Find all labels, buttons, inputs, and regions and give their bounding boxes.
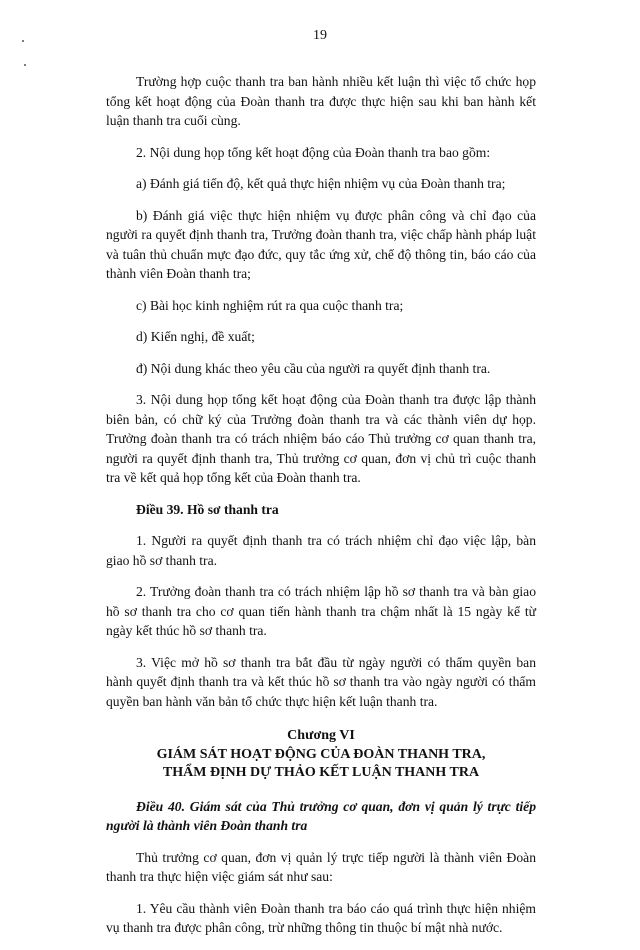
list-item: c) Bài học kinh nghiệm rút ra qua cuộc thanh tra; [136, 297, 404, 313]
article-heading: Điều 39. Hồ sơ thanh tra [136, 501, 279, 517]
paragraph: 1. Yêu cầu thành viên Đoàn thanh tra báo cáo quá trình thực hiện nhiệm vụ thanh tra được phân công, trừ những thông tin thuộc bí mật nhà nước. [106, 900, 536, 935]
paragraph: 1. Người ra quyết định thanh tra có trách nhiệm chỉ đạo việc lập, bàn giao hồ sơ thanh tra. [106, 533, 536, 568]
paragraph: 3. Nội dung họp tổng kết hoạt động của Đoàn thanh tra được lập thành biên bản, có chữ ký của Trưởng đoàn thanh tra và các thành viên dự họp. Trưởng đoàn thanh tra có trách nhiệm báo cáo Thủ trưởng cơ quan thanh tra, người ra quyết định thanh tra, Thủ trưởng cơ quan, đơn vị chủ trì cuộc thanh tra về kết quả họp tổng kết của Đoàn thanh tra. [106, 392, 536, 485]
paragraph: 2. Trưởng đoàn thanh tra có trách nhiệm lập hồ sơ thanh tra và bàn giao hồ sơ thanh tra cho cơ quan tiến hành thanh tra chậm nhất là 15 ngày kể từ ngày kết thúc hồ sơ thanh tra. [106, 584, 536, 638]
scan-speck [22, 40, 24, 42]
list-item: d) Kiến nghị, đề xuất; [136, 329, 255, 344]
chapter-title-line: THẨM ĐỊNH DỰ THẢO KẾT LUẬN THANH TRA [162, 765, 480, 780]
paragraph: 2. Nội dung họp tổng kết hoạt động của Đoàn thanh tra bao gồm: [136, 144, 491, 160]
list-item: b) Đánh giá việc thực hiện nhiệm vụ được phân công và chỉ đạo của người ra quyết định thanh tra, Trưởng đoàn thanh tra, việc chấp hành pháp luật và tuân thủ chuẩn mực đạo đức, quy tắc ứng xử, chế độ thông tin, báo cáo của thành viên Đoàn thanh tra; [106, 207, 536, 281]
scan-speck [24, 64, 26, 66]
paragraph: Thủ trưởng cơ quan, đơn vị quản lý trực tiếp người là thành viên Đoàn thanh tra thực hiện việc giám sát như sau: [106, 849, 536, 884]
article-heading: Điều 40. Giám sát của Thủ trưởng cơ quan, đơn vị quản lý trực tiếp người là thành viên Đoàn thanh tra [106, 798, 536, 833]
page-number: 19 [313, 28, 327, 43]
paragraph: 3. Việc mở hồ sơ thanh tra bắt đầu từ ngày người có thẩm quyền ban hành quyết định thanh tra và kết thúc hồ sơ thanh tra vào ngày người có thẩm quyền ban hành văn bản tổ chức thực hiện kết luận thanh tra. [106, 654, 536, 709]
list-item: a) Đánh giá tiến độ, kết quả thực hiện nhiệm vụ của Đoàn thanh tra; [136, 176, 506, 191]
chapter-title-line: GIÁM SÁT HOẠT ĐỘNG CỦA ĐOÀN THANH TRA, [156, 746, 486, 762]
paragraph: Trường hợp cuộc thanh tra ban hành nhiều kết luận thì việc tổ chức họp tổng kết hoạt động của Đoàn thanh tra được thực hiện sau khi ban hành kết luận thanh tra cuối cùng. [106, 74, 536, 128]
list-item: đ) Nội dung khác theo yêu cầu của người ra quyết định thanh tra. [136, 360, 491, 376]
document-body [106, 72, 536, 950]
chapter-label: Chương VI [287, 728, 355, 743]
chapter-heading [106, 727, 536, 783]
